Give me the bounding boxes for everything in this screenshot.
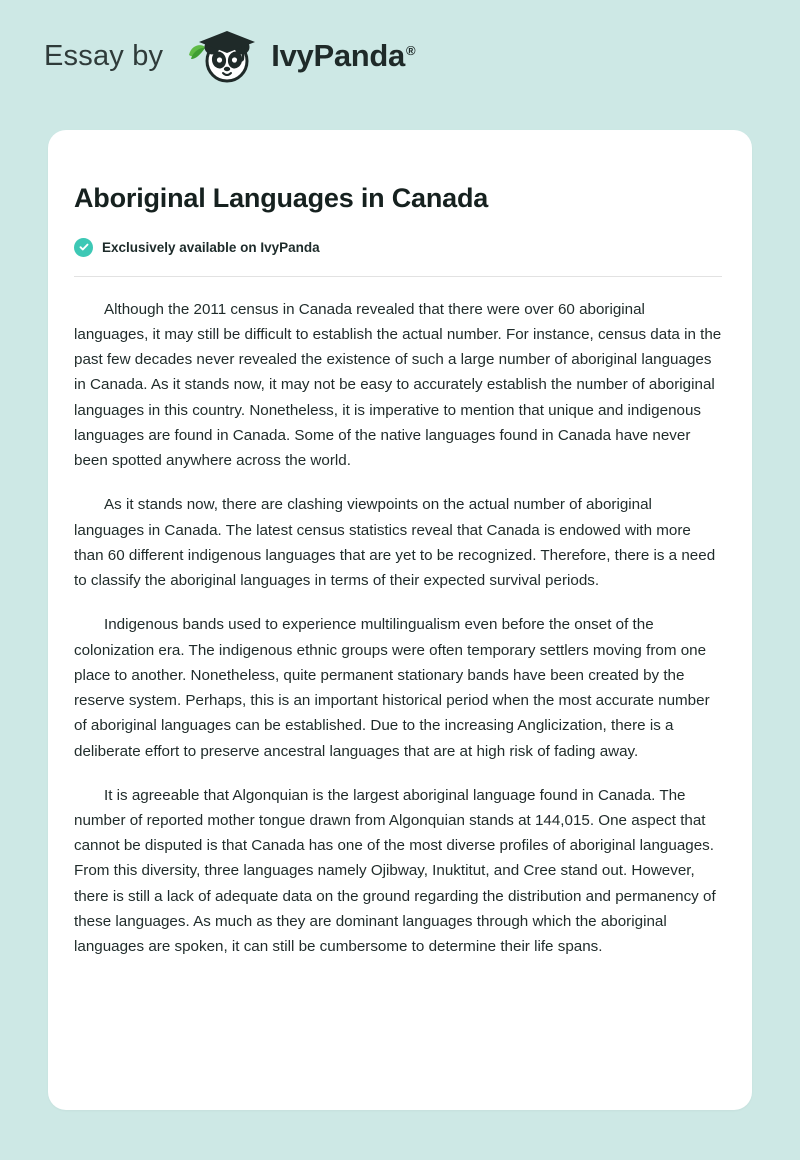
registered-mark: ® (406, 42, 416, 58)
page-title: Aboriginal Languages in Canada (74, 183, 489, 213)
paragraph: It is agreeable that Algonquian is the largest aboriginal language found in Canada. The number of reported mother tongue drawn from Algonquian stands at 144,015. One aspect that cannot be disputed is that Canada has one of the most diverse profiles of aboriginal languages. From this diversity, three languages namely Ojibway, Inuktitut, and Cree stand out. However, there is still a lack of adequate data on the ground regarding the distribution and permanency of these languages. As much as they are dominant languages through which the aboriginal languages are spoken, it can still be cumbersome to determine their life spans. (74, 786, 716, 956)
essay-by-label: Essay by (44, 39, 164, 72)
brand-header (0, 0, 800, 78)
panda-graduation-cap-logo-icon (179, 25, 265, 87)
ivypanda-logo[interactable] (179, 25, 415, 87)
title-divider (74, 276, 722, 277)
paragraph: Although the 2011 census in Canada revealed that there were over 60 aboriginal languages, it may still be difficult to establish the actual number. For instance, census data in the past few decades never revealed the existence of such a large number of aboriginal languages in Canada. As it stands now, it may not be easy to accurately establish the number of aboriginal languages in this country. Nonetheless, it is imperative to mention that unique and indigenous languages are found in Canada. Some of the native languages found in Canada have never been spotted anywhere across the world. (74, 300, 722, 470)
essay-body (74, 297, 722, 960)
status-badge-label: Exclusively available on IvyPanda (102, 239, 320, 255)
paragraph: As it stands now, there are clashing viewpoints on the actual number of aboriginal languages in Canada. The latest census statistics reveal that Canada is endowed with more than 60 different indigenous languages that are yet to be recognized. Therefore, there is a need to classify the aboriginal languages in terms of their expected survival periods. (74, 496, 716, 590)
brand-name (271, 38, 415, 74)
check-circle-icon (74, 238, 93, 257)
status-badge (74, 238, 722, 257)
brand-name-text: IvyPanda (271, 38, 405, 73)
essay-card (48, 130, 752, 1110)
paragraph: Indigenous bands used to experience multilingualism even before the onset of the colonization era. The indigenous ethnic groups were often temporary settlers moving from one place to another. Nonetheless, quite permanent stationary bands have been created by the reserve system. Perhaps, this is an important historical period when the most accurate number of aboriginal languages can be established. Due to the increasing Anglicization, there is a deliberate effort to preserve ancestral languages that are at high risk of fading away. (74, 616, 710, 760)
